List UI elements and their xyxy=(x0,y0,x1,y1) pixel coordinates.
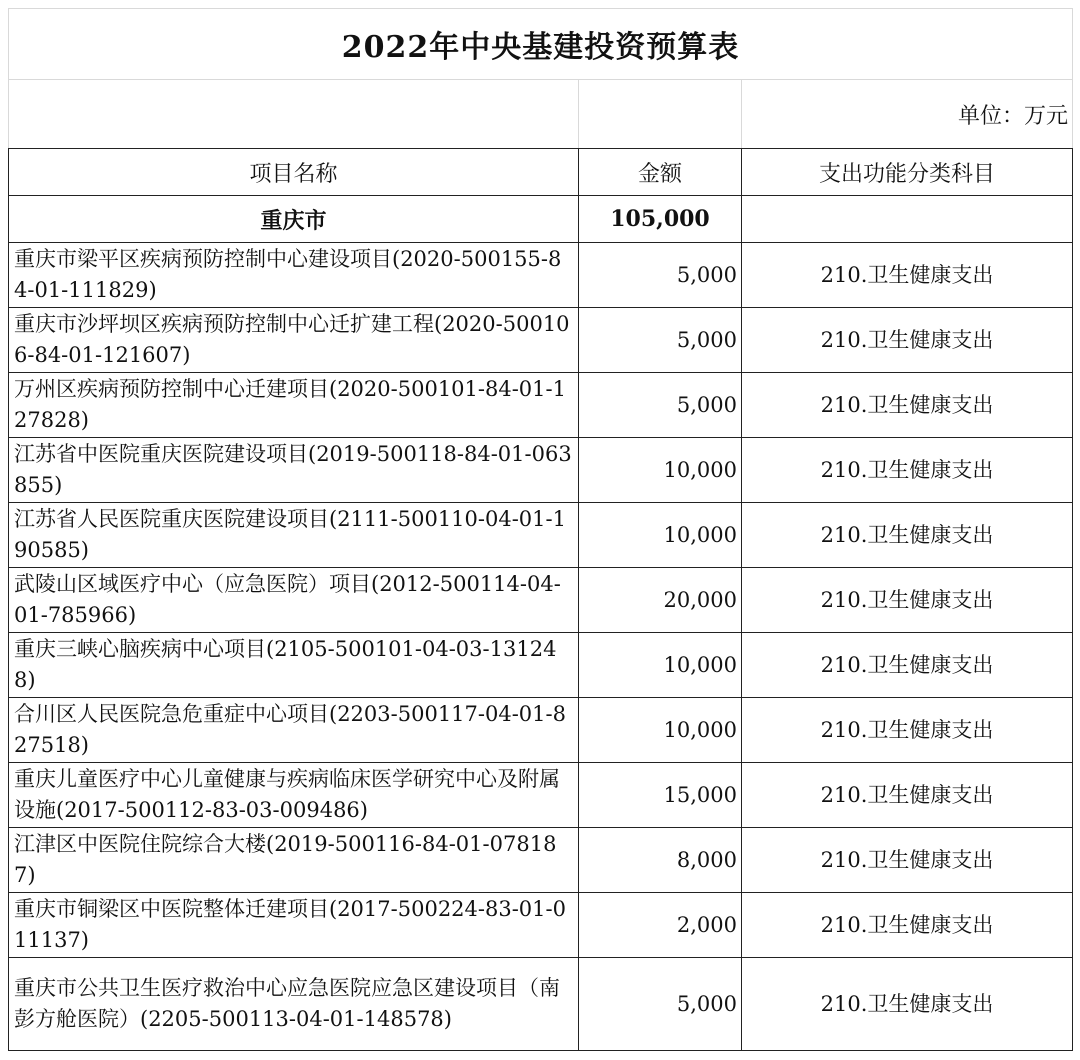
function-cell: 210.卫生健康支出 xyxy=(742,633,1073,698)
table-row xyxy=(9,503,1073,568)
table-row xyxy=(9,438,1073,503)
project-name-cell: 合川区人民医院急危重症中心项目(2203-500117-04-01-827518) xyxy=(9,698,579,763)
function-cell: 210.卫生健康支出 xyxy=(742,503,1073,568)
unit-row xyxy=(9,80,1073,149)
amount-cell: 15,000 xyxy=(579,763,742,828)
amount-cell: 10,000 xyxy=(579,633,742,698)
table-row xyxy=(9,633,1073,698)
project-name-cell: 江津区中医院住院综合大楼(2019-500116-84-01-078187) xyxy=(9,828,579,893)
empty-cell xyxy=(579,80,742,149)
subtotal-amount: 105,000 xyxy=(579,196,742,243)
amount-cell: 5,000 xyxy=(579,308,742,373)
table-row xyxy=(9,893,1073,958)
header-amount: 金额 xyxy=(579,149,742,196)
function-cell: 210.卫生健康支出 xyxy=(742,763,1073,828)
budget-sheet xyxy=(8,8,1072,1051)
header-function: 支出功能分类科目 xyxy=(742,149,1073,196)
amount-cell: 10,000 xyxy=(579,438,742,503)
amount-cell: 5,000 xyxy=(579,243,742,308)
table-row xyxy=(9,958,1073,1051)
function-cell: 210.卫生健康支出 xyxy=(742,243,1073,308)
function-cell: 210.卫生健康支出 xyxy=(742,373,1073,438)
amount-cell: 5,000 xyxy=(579,958,742,1051)
header-project-name: 项目名称 xyxy=(9,149,579,196)
empty-cell xyxy=(9,80,579,149)
amount-cell: 10,000 xyxy=(579,698,742,763)
table-row xyxy=(9,308,1073,373)
table-row xyxy=(9,568,1073,633)
budget-table xyxy=(8,8,1073,1051)
table-row xyxy=(9,828,1073,893)
project-name-cell: 重庆市梁平区疾病预防控制中心建设项目(2020-500155-84-01-111829) xyxy=(9,243,579,308)
unit-label: 单位：万元 xyxy=(742,80,1073,149)
amount-cell: 20,000 xyxy=(579,568,742,633)
amount-cell: 5,000 xyxy=(579,373,742,438)
project-name-cell: 武陵山区域医疗中心（应急医院）项目(2012-500114-04-01-785966) xyxy=(9,568,579,633)
project-name-cell: 江苏省中医院重庆医院建设项目(2019-500118-84-01-063855) xyxy=(9,438,579,503)
project-name-cell: 重庆市铜梁区中医院整体迁建项目(2017-500224-83-01-011137) xyxy=(9,893,579,958)
project-name-cell: 江苏省人民医院重庆医院建设项目(2111-500110-04-01-190585) xyxy=(9,503,579,568)
function-cell: 210.卫生健康支出 xyxy=(742,568,1073,633)
table-row xyxy=(9,243,1073,308)
amount-cell: 8,000 xyxy=(579,828,742,893)
subtotal-row xyxy=(9,196,1073,243)
function-cell: 210.卫生健康支出 xyxy=(742,828,1073,893)
function-cell: 210.卫生健康支出 xyxy=(742,308,1073,373)
title-row xyxy=(9,9,1073,80)
table-row xyxy=(9,698,1073,763)
function-cell: 210.卫生健康支出 xyxy=(742,958,1073,1051)
subtotal-name: 重庆市 xyxy=(9,196,579,243)
project-name-cell: 万州区疾病预防控制中心迁建项目(2020-500101-84-01-127828) xyxy=(9,373,579,438)
function-cell: 210.卫生健康支出 xyxy=(742,698,1073,763)
function-cell: 210.卫生健康支出 xyxy=(742,438,1073,503)
table-row xyxy=(9,763,1073,828)
amount-cell: 10,000 xyxy=(579,503,742,568)
project-name-cell: 重庆市公共卫生医疗救治中心应急医院应急区建设项目（南彭方舱医院）(2205-500113-04-01-148578) xyxy=(9,958,579,1051)
project-name-cell: 重庆儿童医疗中心儿童健康与疾病临床医学研究中心及附属设施(2017-500112-83-03-009486) xyxy=(9,763,579,828)
subtotal-function xyxy=(742,196,1073,243)
header-row xyxy=(9,149,1073,196)
function-cell: 210.卫生健康支出 xyxy=(742,893,1073,958)
project-name-cell: 重庆三峡心脑疾病中心项目(2105-500101-04-03-131248) xyxy=(9,633,579,698)
amount-cell: 2,000 xyxy=(579,893,742,958)
table-row xyxy=(9,373,1073,438)
project-name-cell: 重庆市沙坪坝区疾病预防控制中心迁扩建工程(2020-500106-84-01-121607) xyxy=(9,308,579,373)
page-title: 2022年中央基建投资预算表 xyxy=(9,9,1073,80)
